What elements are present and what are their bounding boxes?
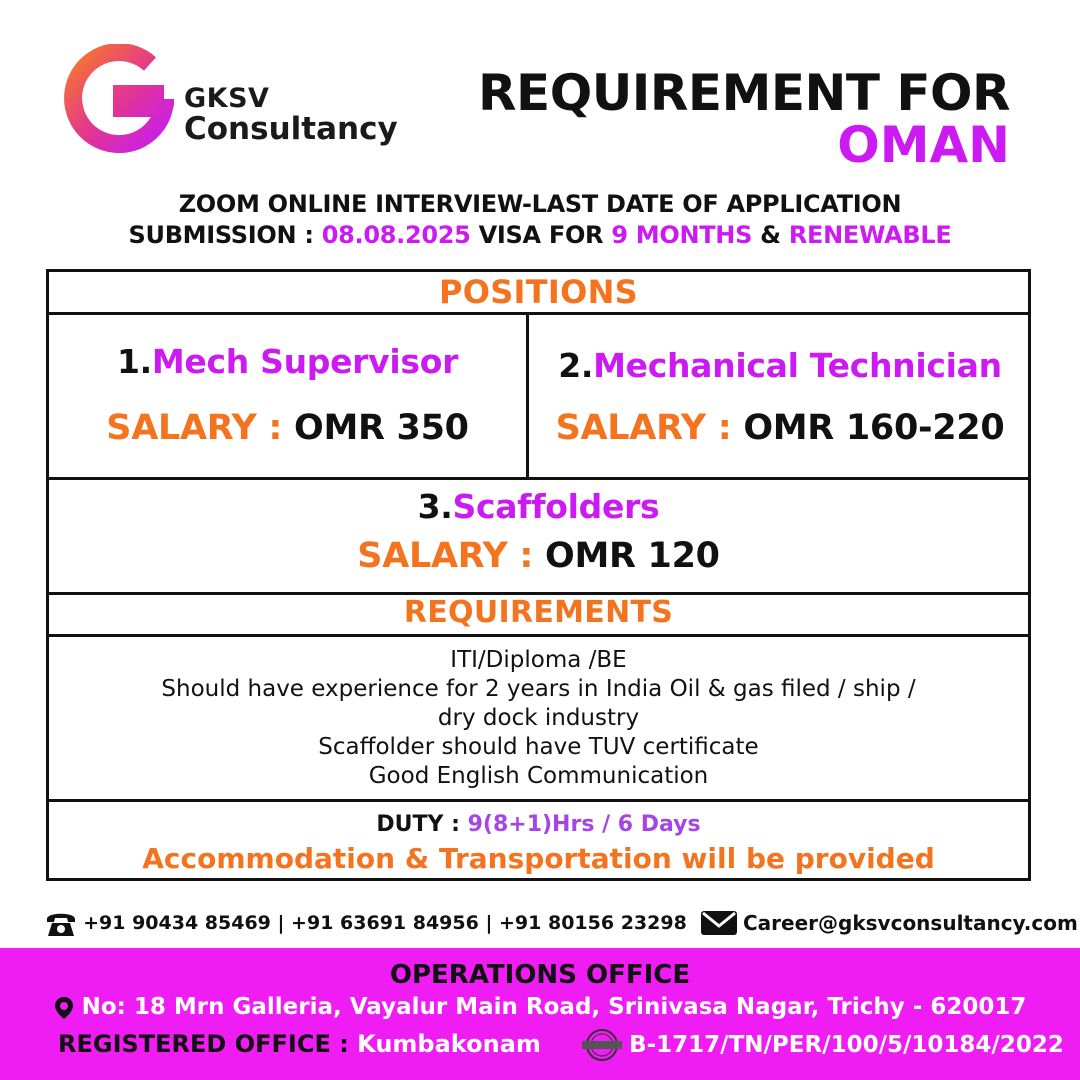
interview-info: ZOOM ONLINE INTERVIEW-LAST DATE OF APPLICATION (178, 190, 902, 218)
phone-icon (44, 908, 78, 938)
brand-name (184, 83, 398, 147)
divider (49, 799, 1028, 802)
registered-office (58, 1030, 541, 1058)
salary-amount: OMR 120 (545, 536, 720, 576)
contact-bar (44, 908, 1078, 944)
registered-value: Kumbakonam (357, 1030, 541, 1058)
position-3-salary (49, 536, 1028, 576)
salary-amount: OMR 350 (294, 408, 469, 448)
gksv-logo-icon (64, 44, 174, 154)
amp-text: & (760, 221, 781, 249)
requirements-list (49, 646, 1028, 791)
position-2-name: Mechanical Technician (593, 346, 1002, 385)
position-1-salary (49, 408, 526, 448)
requirement-item: Scaffolder should have TUV certificate (318, 734, 759, 760)
positions-table (46, 269, 1031, 881)
mail-icon (700, 909, 738, 937)
divider (49, 312, 1028, 315)
visa-text: VISA FOR (478, 221, 604, 249)
duty-hours: 9(8+1)Hrs / 6 Days (467, 812, 701, 837)
submission-info (0, 221, 1080, 249)
positions-header: POSITIONS (438, 273, 639, 311)
position-2-salary (529, 408, 1031, 448)
requirements-header: REQUIREMENTS (403, 595, 674, 630)
position-3-name: Scaffolders (452, 487, 660, 526)
email-link[interactable]: Career@gksvconsultancy.com (743, 911, 1078, 935)
requirement-item: ITI/Diploma /BE (450, 647, 627, 673)
office-address (0, 994, 1080, 1020)
duty-line (49, 812, 1028, 837)
last-date: 08.08.2025 (321, 221, 471, 249)
divider (49, 477, 1028, 480)
brand-line1: GKSV (184, 83, 270, 114)
divider (49, 634, 1028, 637)
requirement-item: dry dock industry (437, 705, 640, 731)
certified-stamp-icon (580, 1028, 624, 1062)
position-1-num: 1. (116, 342, 152, 381)
registered-label: REGISTERED OFFICE : (58, 1030, 349, 1058)
visa-duration: 9 MONTHS (611, 221, 753, 249)
operations-office-title: OPERATIONS OFFICE (389, 960, 691, 990)
title-country: OMAN (837, 116, 1010, 174)
license-info (580, 1028, 1064, 1062)
requirement-item: Should have experience for 2 years in India Oil & gas filed / ship / (161, 676, 916, 702)
duty-label: DUTY : (376, 812, 460, 837)
license-number: B-1717/TN/PER/100/5/10184/2022 (629, 1032, 1064, 1058)
benefits-line: Accommodation & Transportation will be provided (142, 842, 935, 875)
title-line1: REQUIREMENT FOR (478, 64, 1010, 122)
brand-line2: Consultancy (184, 111, 398, 147)
requirement-item: Good English Communication (368, 763, 709, 789)
position-2-title (529, 346, 1031, 385)
salary-label: SALARY : (555, 408, 732, 448)
salary-label: SALARY : (106, 408, 283, 448)
phone-numbers[interactable]: +91 90434 85469 | +91 63691 84956 | +91 80156 23298 (83, 912, 687, 934)
address-text: No: 18 Mrn Galleria, Vayalur Main Road, Srinivasa Nagar, Trichy - 620017 (81, 994, 1027, 1020)
submission-label: SUBMISSION : (128, 221, 314, 249)
salary-amount: OMR 160-220 (743, 408, 1005, 448)
salary-label: SALARY : (357, 536, 534, 576)
divider (526, 315, 529, 478)
renewable-text: RENEWABLE (788, 221, 952, 249)
position-3-num: 3. (417, 487, 453, 526)
position-1-title (49, 342, 526, 381)
position-2-num: 2. (558, 346, 594, 385)
position-1-name: Mech Supervisor (151, 342, 459, 381)
location-pin-icon (54, 996, 74, 1020)
position-3-title (49, 487, 1028, 526)
footer-banner (0, 948, 1080, 1080)
